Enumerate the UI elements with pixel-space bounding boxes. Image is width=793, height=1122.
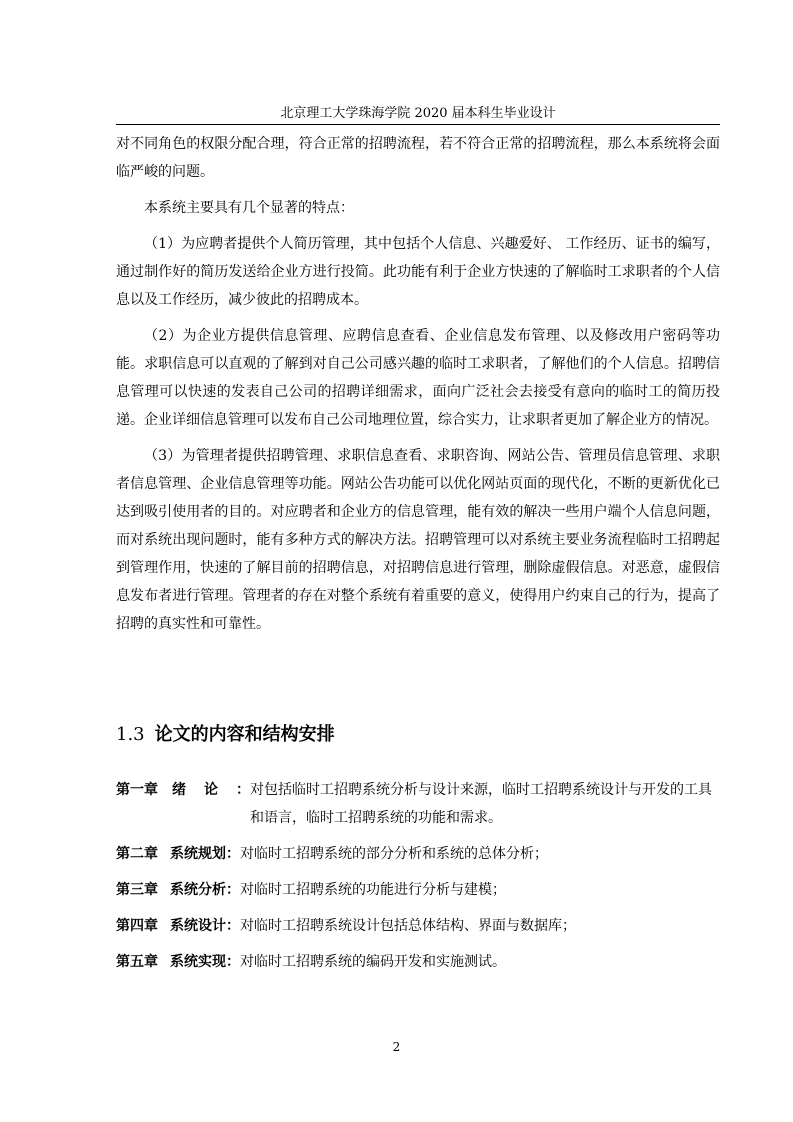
chapter-desc: 对临时工招聘系统的功能进行分析与建模；	[240, 882, 506, 898]
chapter-item	[116, 948, 720, 976]
chapter-number: 第五章	[116, 954, 158, 970]
chapter-name: 绪论	[172, 782, 236, 798]
section-number: 1.3	[116, 724, 145, 745]
section-title: 论文的内容和结构安排	[154, 724, 335, 745]
chapter-number: 第一章	[116, 782, 158, 798]
chapter-name: 系统规划	[170, 846, 226, 862]
chapter-desc: 对临时工招聘系统的编码开发和实施测试。	[240, 954, 506, 970]
chapter-number: 第三章	[116, 882, 158, 898]
chapter-colon: ：	[236, 782, 250, 798]
header-rule	[116, 124, 720, 125]
chapter-item	[116, 776, 720, 832]
paragraph: 对不同角色的权限分配合理，符合正常的招聘流程，若不符合正常的招聘流程，那么本系统将会面临严峻的问题。	[116, 136, 720, 180]
body-text	[116, 130, 720, 638]
chapter-item	[116, 912, 720, 940]
chapter-desc: 对包括临时工招聘系统分析与设计来源，临时工招聘系统设计与开发的工具和语言，临时工招聘系统的功能和需求。	[250, 782, 712, 826]
chapter-colon: ：	[226, 918, 240, 934]
paragraph: （3）为管理者提供招聘管理、求职信息查看、求职咨询、网站公告、管理员信息管理、求职者信息管理、企业信息管理等功能。网站公告功能可以优化网站页面的现代化，不断的更新优化已达到吸引使用者的目的。对应聘者和企业方的信息管理，能有效的解决一些用户端个人信息问题，而对系统出现问题时，能有多种方式的解决方法。招聘管理可以对系统主要业务流程临时工招聘起到管理作用，快速的了解目前的招聘信息，对招聘信息进行管理，删除虚假信息。对恶意，虚假信息发布者进行管理。管理者的存在对整个系统有着重要的意义，使得用户约束自己的行为，提高了招聘的真实性和可靠性。	[116, 448, 720, 632]
chapter-name: 系统实现	[170, 954, 226, 970]
chapter-desc: 对临时工招聘系统设计包括总体结构、界面与数据库；	[240, 918, 576, 934]
chapter-colon: ：	[226, 954, 240, 970]
paragraph: 本系统主要具有几个显著的特点：	[144, 200, 354, 216]
section-heading	[116, 720, 720, 750]
chapter-name: 系统分析	[170, 882, 226, 898]
chapter-number: 第四章	[116, 918, 158, 934]
chapter-item	[116, 840, 720, 868]
chapter-label	[116, 948, 240, 976]
paragraph: （1）为应聘者提供个人简历管理，其中包括个人信息、兴趣爱好、 工作经历、证书的编写，通过制作好的简历发送给企业方进行投简。此功能有利于企业方快速的了解临时工求职者的个人信息以及工作经历，减少彼此的招聘成本。	[116, 236, 720, 308]
chapter-colon: ：	[226, 846, 240, 862]
chapter-list	[116, 776, 720, 976]
chapter-label	[116, 776, 250, 832]
chapter-desc: 对临时工招聘系统的部分分析和系统的总体分析；	[240, 846, 548, 862]
paragraph: （2）为企业方提供信息管理、应聘信息查看、企业信息发布管理、以及修改用户密码等功能。求职信息可以直观的了解到对自己公司感兴趣的临时工求职者，了解他们的个人信息。招聘信息管理可以快速的发表自己公司的招聘详细需求，面向广泛社会去接受有意向的临时工的简历投递。企业详细信息管理可以发布自己公司地理位置，综合实力，让求职者更加了解企业方的情况。	[116, 328, 720, 428]
chapter-label	[116, 876, 240, 904]
chapter-label	[116, 912, 240, 940]
chapter-name: 系统设计	[170, 918, 226, 934]
chapter-item	[116, 876, 720, 904]
page-number: 2	[392, 1040, 401, 1054]
chapter-label	[116, 840, 240, 868]
running-header: 北京理工大学珠海学院 2020 届本科生毕业设计	[280, 106, 556, 121]
chapter-number: 第二章	[116, 846, 158, 862]
chapter-colon: ：	[226, 882, 240, 898]
